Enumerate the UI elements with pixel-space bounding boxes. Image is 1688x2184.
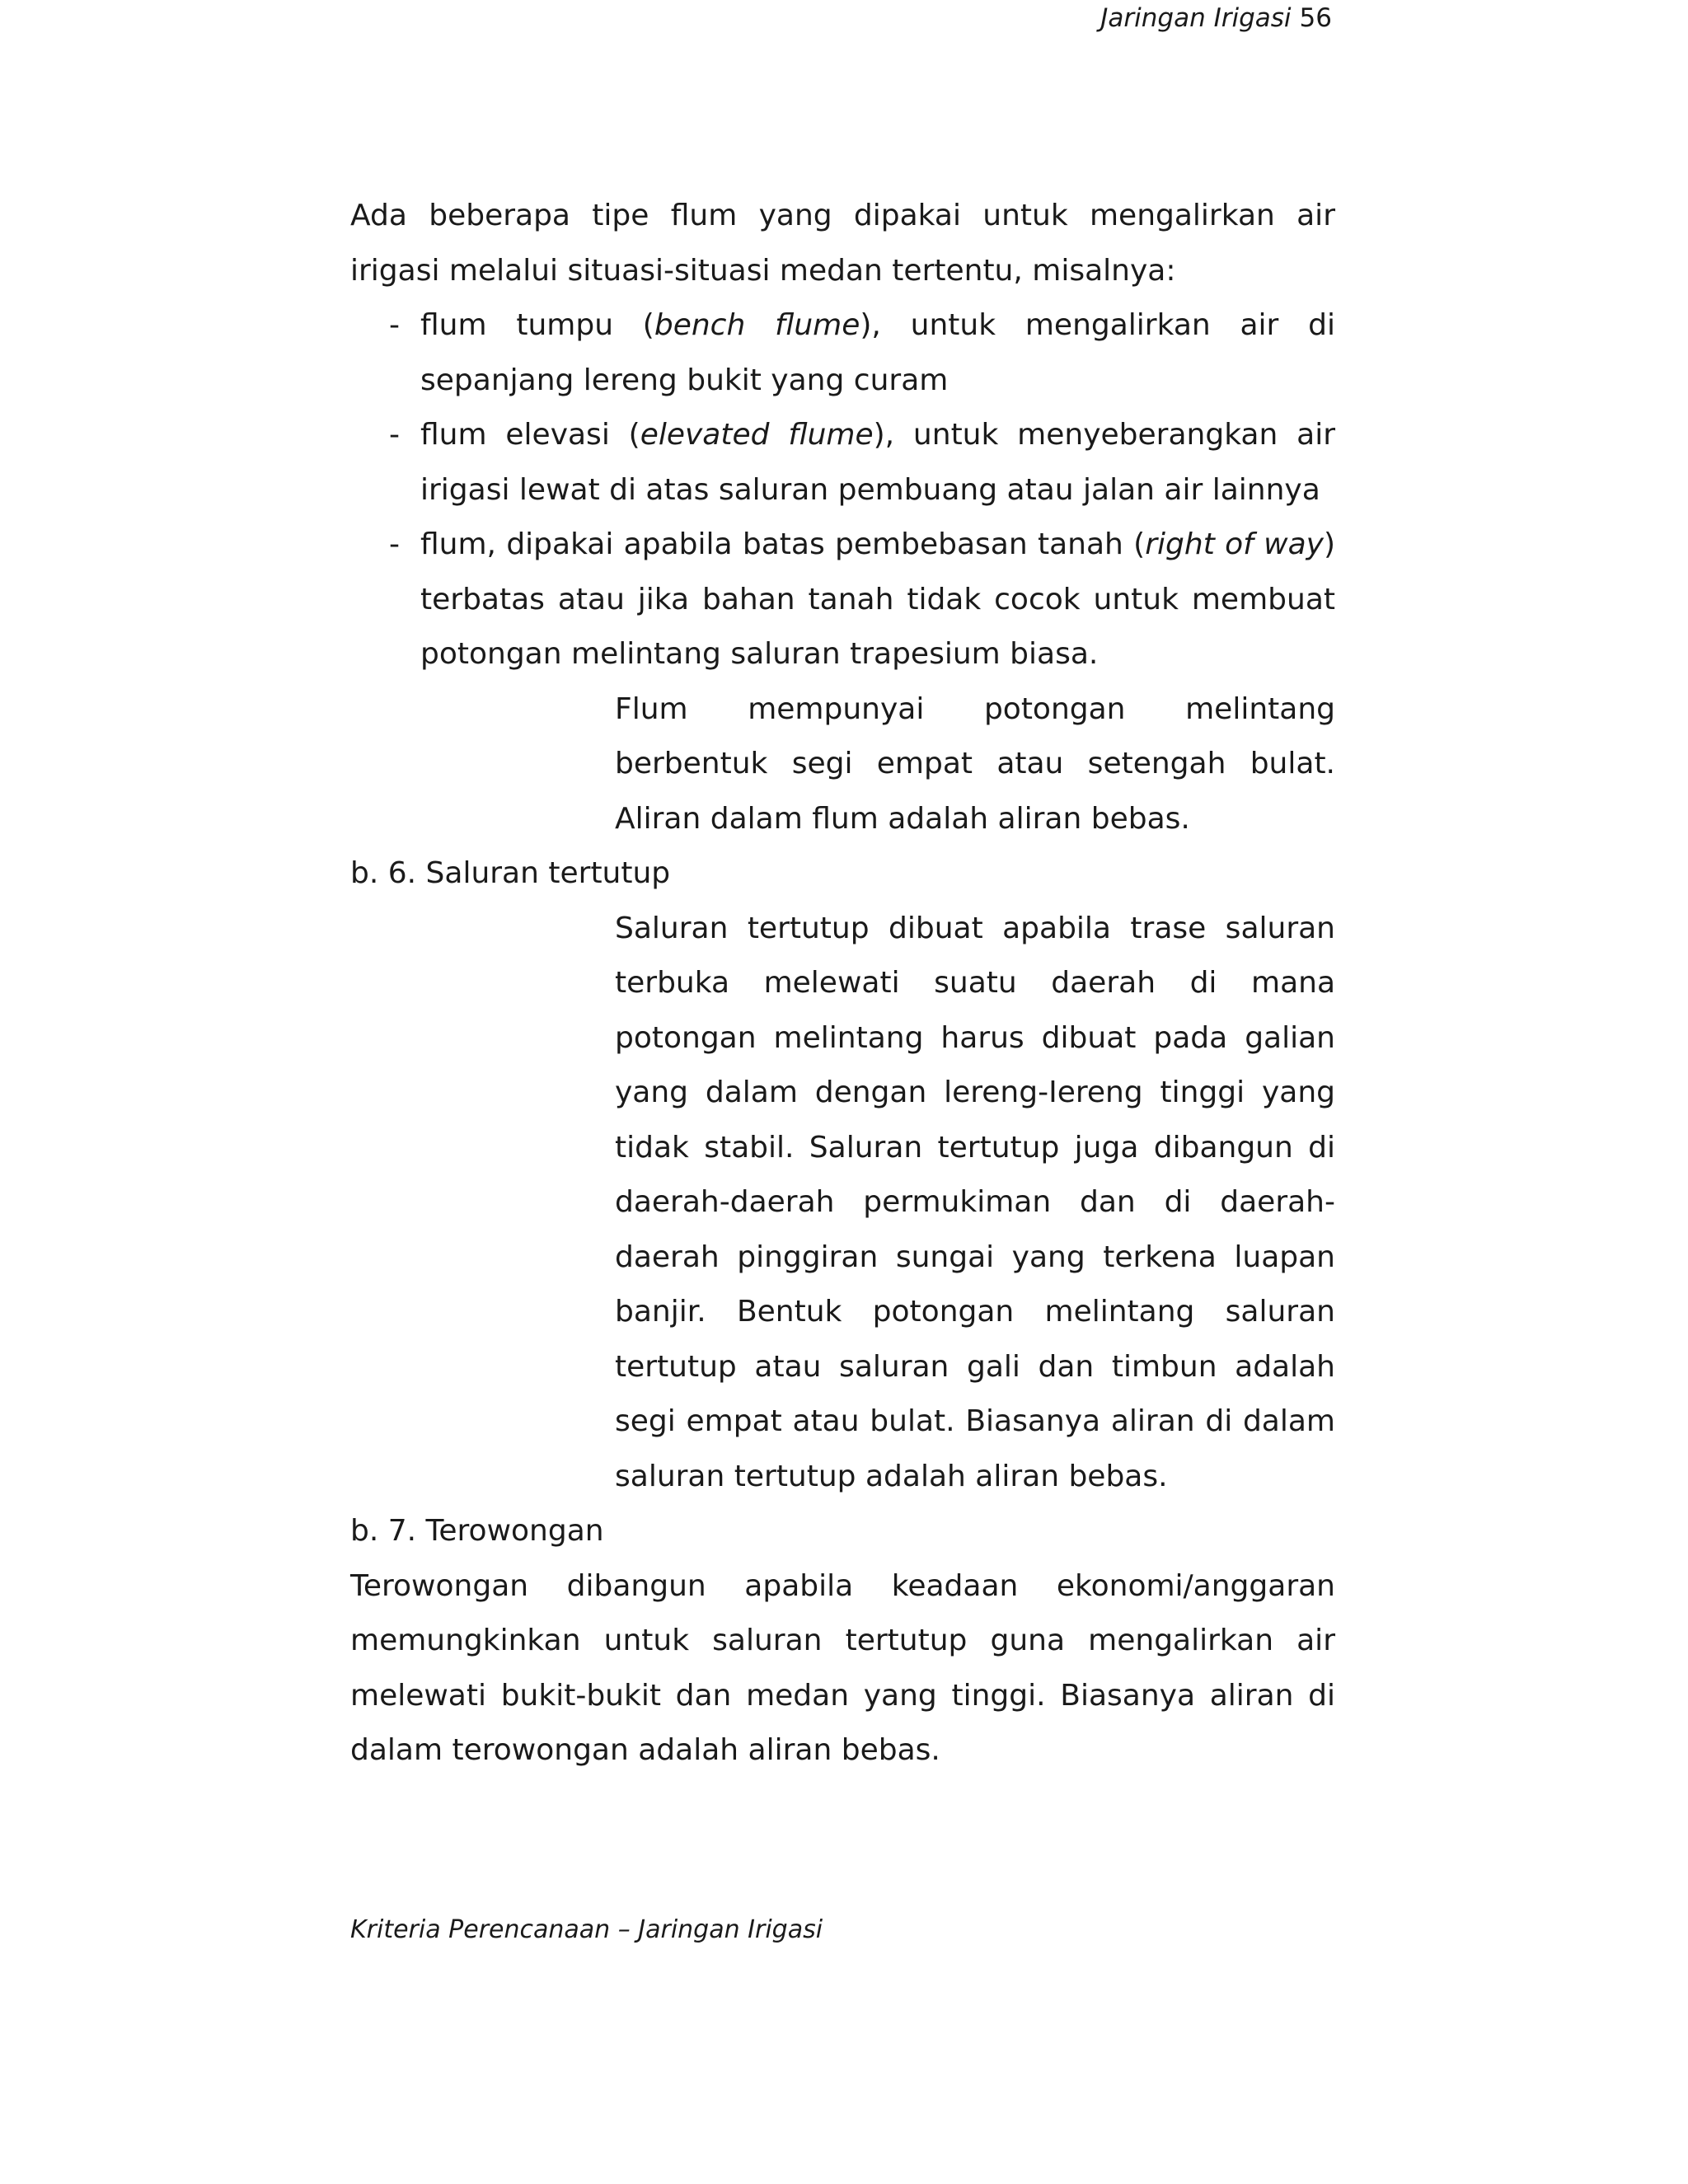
list-text: ) terbatas atau jika bahan tanah tidak cocok untuk membuat potongan melintang saluran trapesium biasa. [420,527,1335,671]
flum-note-paragraph: Flum mempunyai potongan melintang berbentuk segi empat atau setengah bulat. Aliran dalam flum adalah aliran bebas. [615,691,1335,836]
section-b7-paragraph: Terowongan dibangun apabila keadaan ekonomi/anggaran memungkinkan untuk saluran tertutup guna mengalirkan air melewati bukit-bukit dan medan yang tinggi. Biasanya aliran di dalam terowongan adalah aliran bebas. [350,1568,1335,1767]
section-heading-b7: b. 7. Terowongan [350,1514,604,1548]
list-text: flum tumpu ( [420,308,654,342]
intro-paragraph: Ada beberapa tipe flum yang dipakai untuk mengalirkan air irigasi melalui situasi-situasi medan tertentu, misalnya: [350,199,1335,288]
flume-type-list [350,298,1335,682]
section-heading-b6: b. 6. Saluran tertutup [350,856,671,890]
section-b6-paragraph: Saluran tertutup dibuat apabila trase saluran terbuka melewati suatu daerah di mana potongan melintang harus dibuat pada galian yang dalam dengan lereng-Iereng tinggi yang tidak stabil. Saluran tertutup juga dibangun di daerah-daerah permukiman dan di daerah-daerah pinggiran sungai yang terkena luapan banjir. Bentuk potongan melintang saluran tertutup atau saluran gali dan timbun adalah segi empat atau bulat. Biasanya aliran di dalam saluran tertutup adalah aliran bebas. [615,911,1335,1493]
list-dash: - [389,527,400,561]
list-text: flum elevasi ( [420,418,640,452]
list-item-bench-flume [350,298,1335,408]
header-title: Jaringan Irigasi [1100,3,1292,33]
list-dash: - [389,308,400,342]
page-body [350,189,1335,1779]
page-header [1100,0,1332,36]
list-text: flum, dipakai apabila batas pembebasan tanah ( [420,527,1146,561]
list-term-italic: bench flume [654,308,860,342]
page-number: 56 [1299,3,1332,33]
list-text: ), untuk menyeberangkan air irigasi lewat di atas saluran pembuang atau jalan air lainnya [420,418,1335,507]
list-term-italic: right of way [1145,527,1324,561]
list-dash: - [389,418,400,452]
list-term-italic: elevated flume [640,418,874,452]
list-item-elevated-flume [350,408,1335,518]
list-item-flume-right-of-way [350,518,1335,682]
list-text: ), untuk mengalirkan air di sepanjang lereng bukit yang curam [420,308,1335,397]
page-footer: Kriteria Perencanaan – Jaringan Irigasi [350,1915,823,1944]
